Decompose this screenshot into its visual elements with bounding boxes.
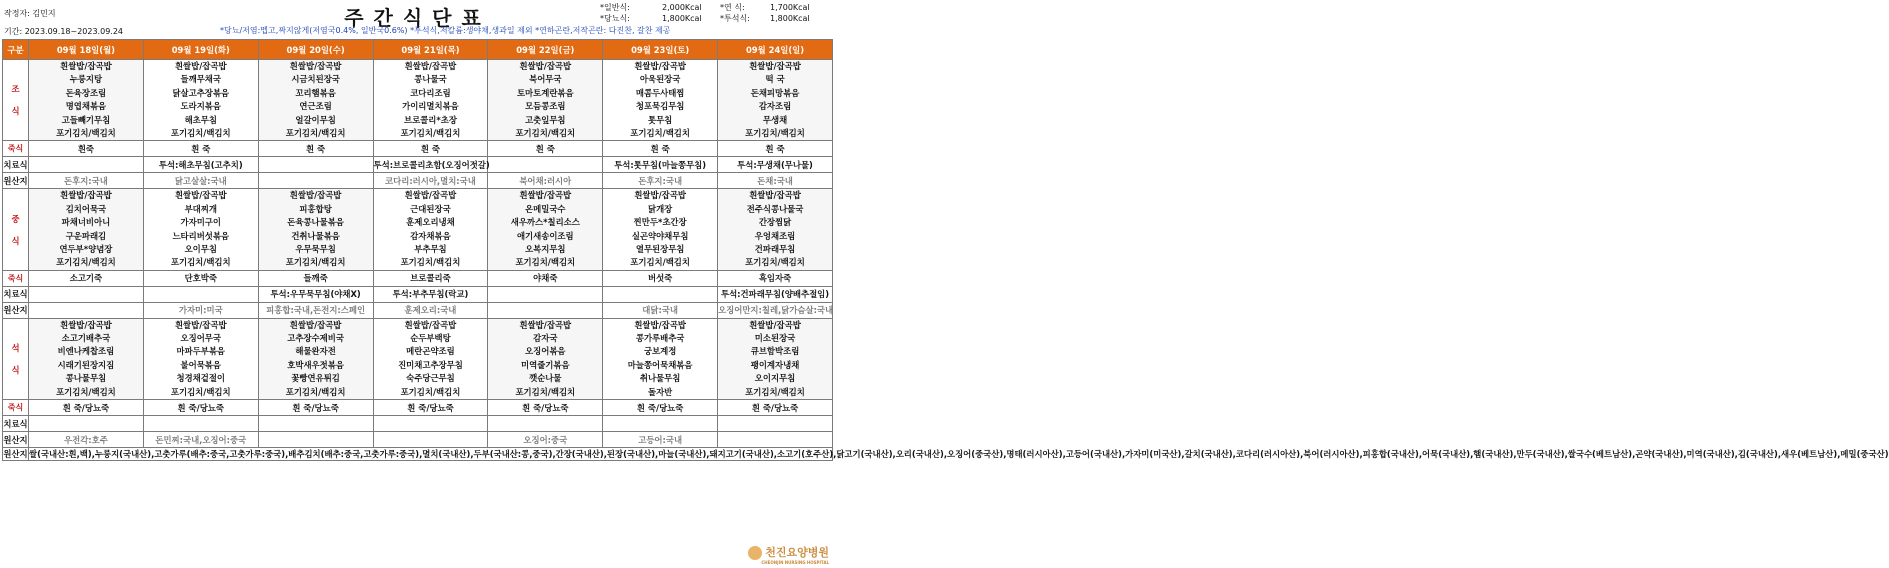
- menu-item: 아욱된장국: [639, 74, 681, 85]
- menu-item: 애기새송이조림: [516, 230, 574, 241]
- kcal-label: *당뇨식:: [600, 14, 630, 23]
- menu-item: 포기김치/백김치: [56, 257, 116, 268]
- day-header: 09월 22일(금): [488, 40, 603, 60]
- menu-item: 들깨무채국: [180, 74, 221, 85]
- therapy-cell: [603, 416, 718, 432]
- menu-cell: [373, 189, 488, 270]
- origin-cell: 피홍합:국내,돈전지:스페인: [258, 302, 373, 318]
- menu-item: 열무된장무침: [635, 243, 685, 254]
- footer-label: 원산지: [3, 449, 28, 460]
- therapy-row: [3, 286, 833, 302]
- menu-item: 포기김치/백김치: [285, 127, 346, 138]
- origin-cell: [488, 302, 603, 318]
- origin-cell: 돈채:국내: [718, 173, 833, 189]
- menu-item: 부추무침: [414, 243, 447, 254]
- menu-item: 감자조림: [758, 101, 792, 112]
- menu-cell: [258, 189, 373, 270]
- menu-item: 흰쌀밥/잡곡밥: [749, 61, 801, 71]
- origin-cell: 코다리:러시아,멸치:국내: [373, 173, 488, 189]
- menu-item: 포기김치/백김치: [515, 127, 576, 138]
- menu-item: 숙주당근무침: [406, 373, 455, 384]
- menu-item: 오징어볶음: [525, 346, 566, 357]
- menu-item: 명엽채볶음: [65, 101, 107, 112]
- menu-item: 꼬리햄볶음: [295, 87, 336, 98]
- menu-item: 흰쌀밥/잡곡밥: [289, 190, 342, 201]
- menu-item: 포기김치/백김치: [170, 386, 231, 397]
- therapy-cell: 투석:무생채(무나물): [718, 157, 833, 173]
- menu-item: 건파래무침: [754, 243, 796, 254]
- porridge-cell: 흰 죽: [603, 141, 718, 157]
- logo-name: 천진요양병원: [765, 546, 829, 559]
- porridge-row: [3, 270, 833, 286]
- menu-item: 누룽지탕: [69, 74, 103, 85]
- menu-item: 포기김치/백김치: [745, 386, 805, 397]
- menu-item: 궁보계정: [643, 346, 677, 357]
- menu-item: 돈채피망볶음: [750, 87, 800, 98]
- porridge-cell: 흰 죽/당뇨죽: [258, 400, 373, 416]
- day-header-row: [3, 40, 833, 60]
- menu-item: 흰쌀밥/잡곡밥: [289, 61, 342, 71]
- menu-item: 오징어무국: [180, 333, 221, 344]
- menu-item: 포기김치/백김치: [745, 127, 805, 138]
- hospital-logo: [748, 544, 829, 565]
- meal-row: [3, 318, 833, 399]
- menu-item: 구운파래김: [65, 230, 107, 241]
- menu-item: 해초무침: [184, 114, 217, 125]
- period-label: 기간: 2023.09.18~2023.09.24: [4, 27, 124, 36]
- menu-item: 포기김치/백김치: [630, 257, 690, 268]
- therapy-cell: [488, 416, 603, 432]
- menu-item: 포기김치/백김치: [630, 127, 690, 138]
- porridge-cell: 흰 죽/당뇨죽: [373, 400, 488, 416]
- menu-item: 고추장수제비국: [287, 333, 344, 344]
- therapy-cell: [258, 157, 373, 173]
- menu-item: 해물완자전: [295, 346, 336, 357]
- menu-item: 오복지무침: [525, 243, 566, 254]
- menu-item: 흰쌀밥/잡곡밥: [519, 190, 572, 201]
- menu-item: 깻순나물: [529, 373, 562, 384]
- porridge-cell: 흰 죽: [143, 141, 258, 157]
- origin-cell: 북어채:러시아: [488, 173, 603, 189]
- origin-label: 원산지: [3, 173, 29, 189]
- origin-label: 원산지: [3, 302, 29, 318]
- menu-item: 포기김치/백김치: [285, 257, 346, 268]
- therapy-cell: [488, 157, 603, 173]
- menu-item: 포기김치/백김치: [400, 257, 461, 268]
- menu-cell: [603, 60, 718, 141]
- diet-note: *당뇨/저염:멥고,짜지않게(저염국0.4%, 일반국0.6%) *투석식,저칼륨:생야채,생과일 제외 *연하곤란,저작곤란: 다진찬, 갈찬 제공: [220, 26, 671, 35]
- logo-subtitle: CHEONJIN NURSING HOSPITAL: [761, 560, 829, 565]
- day-header: 09월 20일(수): [258, 40, 373, 60]
- menu-item: 흰쌀밥/잡곡밥: [634, 319, 686, 330]
- porridge-cell: 소고기죽: [29, 270, 144, 286]
- porridge-cell: 흰 죽: [258, 141, 373, 157]
- menu-item: 북어무국: [529, 74, 562, 85]
- menu-item: 닭개장: [648, 203, 673, 214]
- therapy-label: 치료식: [3, 157, 29, 173]
- meal-label-char: 식: [11, 364, 20, 375]
- porridge-label: 죽식: [3, 400, 29, 416]
- menu-item: 돈육콩나물볶음: [287, 217, 344, 228]
- meal-row: [3, 60, 833, 141]
- menu-item: 마늘쫑어묵채볶음: [627, 359, 693, 370]
- therapy-cell: 투석:톳무침(마늘쫑무침): [603, 157, 718, 173]
- therapy-cell: [258, 416, 373, 432]
- porridge-cell: 흰죽: [29, 141, 144, 157]
- therapy-cell: [718, 416, 833, 432]
- therapy-label: 치료식: [3, 416, 29, 432]
- menu-item: 매콤두사태찜: [635, 87, 685, 98]
- menu-item: 호박새우젓볶음: [287, 359, 344, 370]
- menu-item: 감자국: [533, 333, 558, 344]
- menu-item: 흰쌀밥/잡곡밥: [634, 190, 686, 201]
- porridge-cell: 흰 죽: [488, 141, 603, 157]
- menu-item: 톳무침: [648, 114, 673, 125]
- menu-item: 연근조림: [299, 101, 332, 112]
- origin-cell: 오징어만지:칠레,닭가슴살:국내: [718, 302, 833, 318]
- kcal-value: 1,800Kcal: [662, 14, 702, 23]
- porridge-cell: 들깨죽: [258, 270, 373, 286]
- meal-label-char: 식: [11, 106, 20, 117]
- origin-cell: 훈제오리:국내: [373, 302, 488, 318]
- origin-cell: 우전각:호주: [29, 432, 144, 448]
- meal-row: [3, 189, 833, 270]
- menu-item: 팽이계자냉채: [750, 359, 800, 370]
- menu-item: 무생채: [762, 114, 788, 125]
- therapy-cell: [373, 416, 488, 432]
- therapy-cell: [29, 286, 144, 302]
- menu-item: 비엔나케찹조림: [57, 346, 115, 357]
- menu-cell: [718, 60, 833, 141]
- menu-item: 흰쌀밥/잡곡밥: [634, 61, 686, 71]
- menu-item: 메란곤약조림: [406, 346, 455, 357]
- therapy-cell: [29, 416, 144, 432]
- therapy-cell: [29, 157, 144, 173]
- menu-item: 큐브함박조림: [750, 346, 800, 357]
- menu-item: 고들빼기무침: [61, 114, 111, 125]
- menu-item: 시금치된장국: [291, 74, 340, 85]
- menu-item: 포기김치/백김치: [515, 386, 576, 397]
- page-title: 주간식단표: [344, 6, 491, 30]
- menu-item: 근대된장국: [410, 203, 451, 214]
- origin-cell: 오징어:중국: [488, 432, 603, 448]
- menu-item: 연두부*양념장: [59, 243, 113, 254]
- porridge-row: [3, 141, 833, 157]
- porridge-cell: 흰 죽/당뇨죽: [603, 400, 718, 416]
- menu-item: 찐만두*초간장: [633, 217, 687, 228]
- porridge-cell: 흰 죽/당뇨죽: [718, 400, 833, 416]
- day-header: 09월 24일(일): [718, 40, 833, 60]
- therapy-cell: 투석:우무묵무침(야채X): [258, 286, 373, 302]
- menu-item: 파채너비아니: [61, 217, 111, 228]
- day-header: 09월 18일(월): [29, 40, 144, 60]
- kcal-value: 1,700Kcal: [770, 3, 810, 12]
- day-header: 09월 19일(화): [143, 40, 258, 60]
- menu-item: 불어묵볶음: [180, 359, 221, 370]
- menu-item: 흰쌀밥/잡곡밥: [60, 190, 112, 201]
- menu-item: 고춧잎무침: [525, 114, 566, 125]
- menu-item: 포기김치/백김치: [745, 257, 805, 268]
- menu-item: 포기김치/백김치: [400, 386, 461, 397]
- menu-cell: [488, 318, 603, 399]
- origin-cell: 고등어:국내: [603, 432, 718, 448]
- porridge-cell: 버섯죽: [603, 270, 718, 286]
- menu-item: 포기김치/백김치: [170, 257, 231, 268]
- porridge-cell: 흑임자죽: [718, 270, 833, 286]
- menu-item: 가자미구이: [180, 217, 221, 228]
- menu-item: 돈육장조림: [65, 87, 107, 98]
- origin-cell: [29, 302, 144, 318]
- menu-item: 감자채볶음: [410, 230, 451, 241]
- menu-item: 모듬콩조림: [525, 101, 566, 112]
- menu-item: 실곤약야채무침: [631, 230, 689, 241]
- porridge-cell: 흰 죽/당뇨죽: [29, 400, 144, 416]
- origin-cell: 돈후지:국내: [29, 173, 144, 189]
- menu-item: 피홍합탕: [299, 203, 332, 214]
- origin-cell: 대닭:국내: [603, 302, 718, 318]
- kcal-label: *연 식:: [720, 3, 745, 12]
- origin-label: 원산지: [3, 432, 29, 448]
- therapy-row: [3, 416, 833, 432]
- menu-item: 새우까스*칠리소스: [510, 217, 580, 228]
- menu-item: 흰쌀밥/잡곡밥: [174, 319, 227, 330]
- menu-item: 흰쌀밥/잡곡밥: [519, 61, 572, 71]
- kcal-label: *투석식:: [720, 14, 750, 23]
- menu-item: 포기김치/백김치: [56, 386, 116, 397]
- menu-item: 소고기배추국: [61, 333, 111, 344]
- therapy-label: 치료식: [3, 286, 29, 302]
- menu-item: 흰쌀밥/잡곡밥: [60, 319, 112, 330]
- menu-item: 시래기된장지짐: [57, 359, 115, 370]
- menu-item: 진미채고추장무침: [398, 359, 463, 370]
- kcal-info: [600, 2, 810, 24]
- menu-item: 포기김치/백김치: [400, 127, 461, 138]
- origin-row: [3, 432, 833, 448]
- menu-item: 흰쌀밥/잡곡밥: [174, 61, 227, 71]
- menu-item: 미역줄기볶음: [521, 359, 570, 370]
- menu-cell: [29, 189, 144, 270]
- menu-item: 브로콜리*초장: [403, 114, 457, 125]
- therapy-cell: 투석:건파래무침(양배추절임): [718, 286, 833, 302]
- menu-item: 흰쌀밥/잡곡밥: [519, 319, 572, 330]
- menu-cell: [143, 318, 258, 399]
- menu-item: 온메밀국수: [525, 203, 566, 214]
- menu-cell: [718, 189, 833, 270]
- menu-item: 돌자반: [648, 386, 673, 397]
- porridge-cell: 단호박죽: [143, 270, 258, 286]
- origin-cell: [718, 432, 833, 448]
- menu-cell: [373, 318, 488, 399]
- menu-item: 떡 국: [765, 74, 785, 85]
- menu-cell: [488, 189, 603, 270]
- menu-item: 오이지무침: [754, 373, 796, 384]
- menu-item: 우엉채조림: [754, 230, 796, 241]
- kcal-value: 2,000Kcal: [662, 3, 702, 12]
- menu-item: 토마토계란볶음: [516, 87, 574, 98]
- menu-cell: [603, 318, 718, 399]
- menu-item: 콩나물무침: [65, 373, 107, 384]
- menu-item: 마파두부볶음: [176, 346, 226, 357]
- menu-item: 건취나물볶음: [291, 230, 340, 241]
- day-header: 09월 23일(토): [603, 40, 718, 60]
- menu-item: 흰쌀밥/잡곡밥: [404, 190, 457, 201]
- menu-item: 취나물무침: [639, 373, 681, 384]
- therapy-cell: 투석:부추무침(락교): [373, 286, 488, 302]
- menu-item: 훈제오리냉채: [406, 217, 455, 228]
- menu-item: 얼갈이무침: [295, 114, 336, 125]
- menu-item: 간장찜닭: [758, 217, 792, 228]
- menu-item: 흰쌀밥/잡곡밥: [749, 190, 801, 201]
- therapy-cell: [143, 416, 258, 432]
- menu-item: 흰쌀밥/잡곡밥: [289, 319, 342, 330]
- meal-label-char: 식: [11, 235, 20, 246]
- menu-cell: [143, 189, 258, 270]
- menu-item: 전주식콩나물국: [746, 203, 804, 214]
- day-header: 09월 21일(목): [373, 40, 488, 60]
- menu-item: 청포묵김무침: [635, 101, 685, 112]
- origin-row: [3, 173, 833, 189]
- porridge-cell: 흰 죽: [718, 141, 833, 157]
- therapy-cell: 투석:브로콜리초함(오징어젓갈): [373, 157, 488, 173]
- meal-label: [3, 189, 29, 270]
- menu-item: 미소된장국: [754, 333, 796, 344]
- menu-cell: [143, 60, 258, 141]
- menu-item: 김치어묵국: [65, 203, 107, 214]
- menu-table: [2, 39, 1889, 461]
- menu-cell: [258, 60, 373, 141]
- origin-cell: 돈후지:국내: [603, 173, 718, 189]
- menu-item: 우무묵무침: [295, 243, 336, 254]
- logo-flower-icon: [748, 546, 762, 560]
- porridge-cell: 흰 죽/당뇨죽: [488, 400, 603, 416]
- menu-item: 느타리버섯볶음: [172, 230, 230, 241]
- origin-cell: 가자미:미국: [143, 302, 258, 318]
- porridge-row: [3, 400, 833, 416]
- menu-item: 포기김치/백김치: [285, 386, 346, 397]
- menu-item: 닭살고추장볶음: [172, 87, 230, 98]
- therapy-cell: [143, 286, 258, 302]
- origin-cell: 돈민찌:국내,오징어:중국: [143, 432, 258, 448]
- menu-cell: [718, 318, 833, 399]
- menu-item: 도라지볶음: [180, 101, 221, 112]
- menu-item: 가이리멸치볶음: [402, 101, 459, 112]
- meal-label-char: 석: [11, 342, 20, 353]
- footer-origin-text: 쌀(국내산:흰,백),누룽지(국내산),고춧가루(배추:중국,고춧가루:중국),배추김치(배추:중국,고춧가루:중국),멸치(국내산),두부(국내산:콩,중국),간장(국내산),된장(국내산),마늘(국내산),돼지고기(국내산),소고기(호주산),닭고기(국내산),오리(국내산),오징어(중국산),명태(러시아산),고등어(국내산),가자미(미국산),갈치(국내산),코다리(러시아산),북어(러시아산),피홍합(국내산),어묵(국내산),햄(국내산),만두(국내산),쌀국수(베트남산),곤약(국내산),미역(국내산),김(국내산),새우(베트남산),메밀(중국산): [29, 449, 1889, 460]
- menu-item: 포기김치/백김치: [515, 257, 576, 268]
- menu-item: 흰쌀밥/잡곡밥: [404, 61, 457, 71]
- menu-item: 콩나물국: [414, 74, 447, 85]
- porridge-cell: 브로콜리죽: [373, 270, 488, 286]
- menu-item: 코다리조림: [410, 87, 451, 98]
- menu-cell: [603, 189, 718, 270]
- origin-cell: 닭고살살:국내: [143, 173, 258, 189]
- therapy-cell: [488, 286, 603, 302]
- menu-item: 흰쌀밥/잡곡밥: [749, 319, 801, 330]
- footer-row: [3, 448, 833, 461]
- menu-item: 콩가루배추국: [635, 333, 685, 344]
- meal-label: [3, 60, 29, 141]
- menu-cell: [29, 60, 144, 141]
- porridge-label: 죽식: [3, 270, 29, 286]
- writer-label: 작정자: 김민지: [4, 9, 56, 18]
- porridge-cell: 흰 죽/당뇨죽: [143, 400, 258, 416]
- origin-row: [3, 302, 833, 318]
- porridge-cell: 야채죽: [488, 270, 603, 286]
- menu-item: 오이무침: [184, 243, 217, 254]
- menu-cell: [29, 318, 144, 399]
- menu-item: 흰쌀밥/잡곡밥: [60, 61, 112, 71]
- menu-item: 흰쌀밥/잡곡밥: [174, 190, 227, 201]
- meal-label: [3, 318, 29, 399]
- category-header: 구분: [3, 40, 29, 60]
- therapy-row: [3, 157, 833, 173]
- therapy-cell: 투석:해초무침(고추치): [143, 157, 258, 173]
- menu-cell: [258, 318, 373, 399]
- menu-item: 순두부백탕: [410, 333, 451, 344]
- menu-cell: [488, 60, 603, 141]
- kcal-value: 1,800Kcal: [770, 14, 810, 23]
- menu-item: 꽃빵연유튀김: [291, 373, 340, 384]
- kcal-label: *일반식:: [600, 3, 630, 12]
- menu-cell: [373, 60, 488, 141]
- menu-item: 청경채겉절이: [176, 373, 226, 384]
- origin-cell: [258, 173, 373, 189]
- origin-cell: [373, 432, 488, 448]
- menu-item: 흰쌀밥/잡곡밥: [404, 319, 457, 330]
- meal-label-char: 조: [11, 84, 20, 95]
- porridge-cell: 흰 죽: [373, 141, 488, 157]
- menu-item: 부대찌개: [184, 203, 217, 214]
- menu-item: 포기김치/백김치: [170, 127, 231, 138]
- origin-cell: [258, 432, 373, 448]
- meal-label-char: 중: [11, 213, 20, 224]
- porridge-label: 죽식: [3, 141, 29, 157]
- therapy-cell: [603, 286, 718, 302]
- menu-item: 포기김치/백김치: [56, 127, 116, 138]
